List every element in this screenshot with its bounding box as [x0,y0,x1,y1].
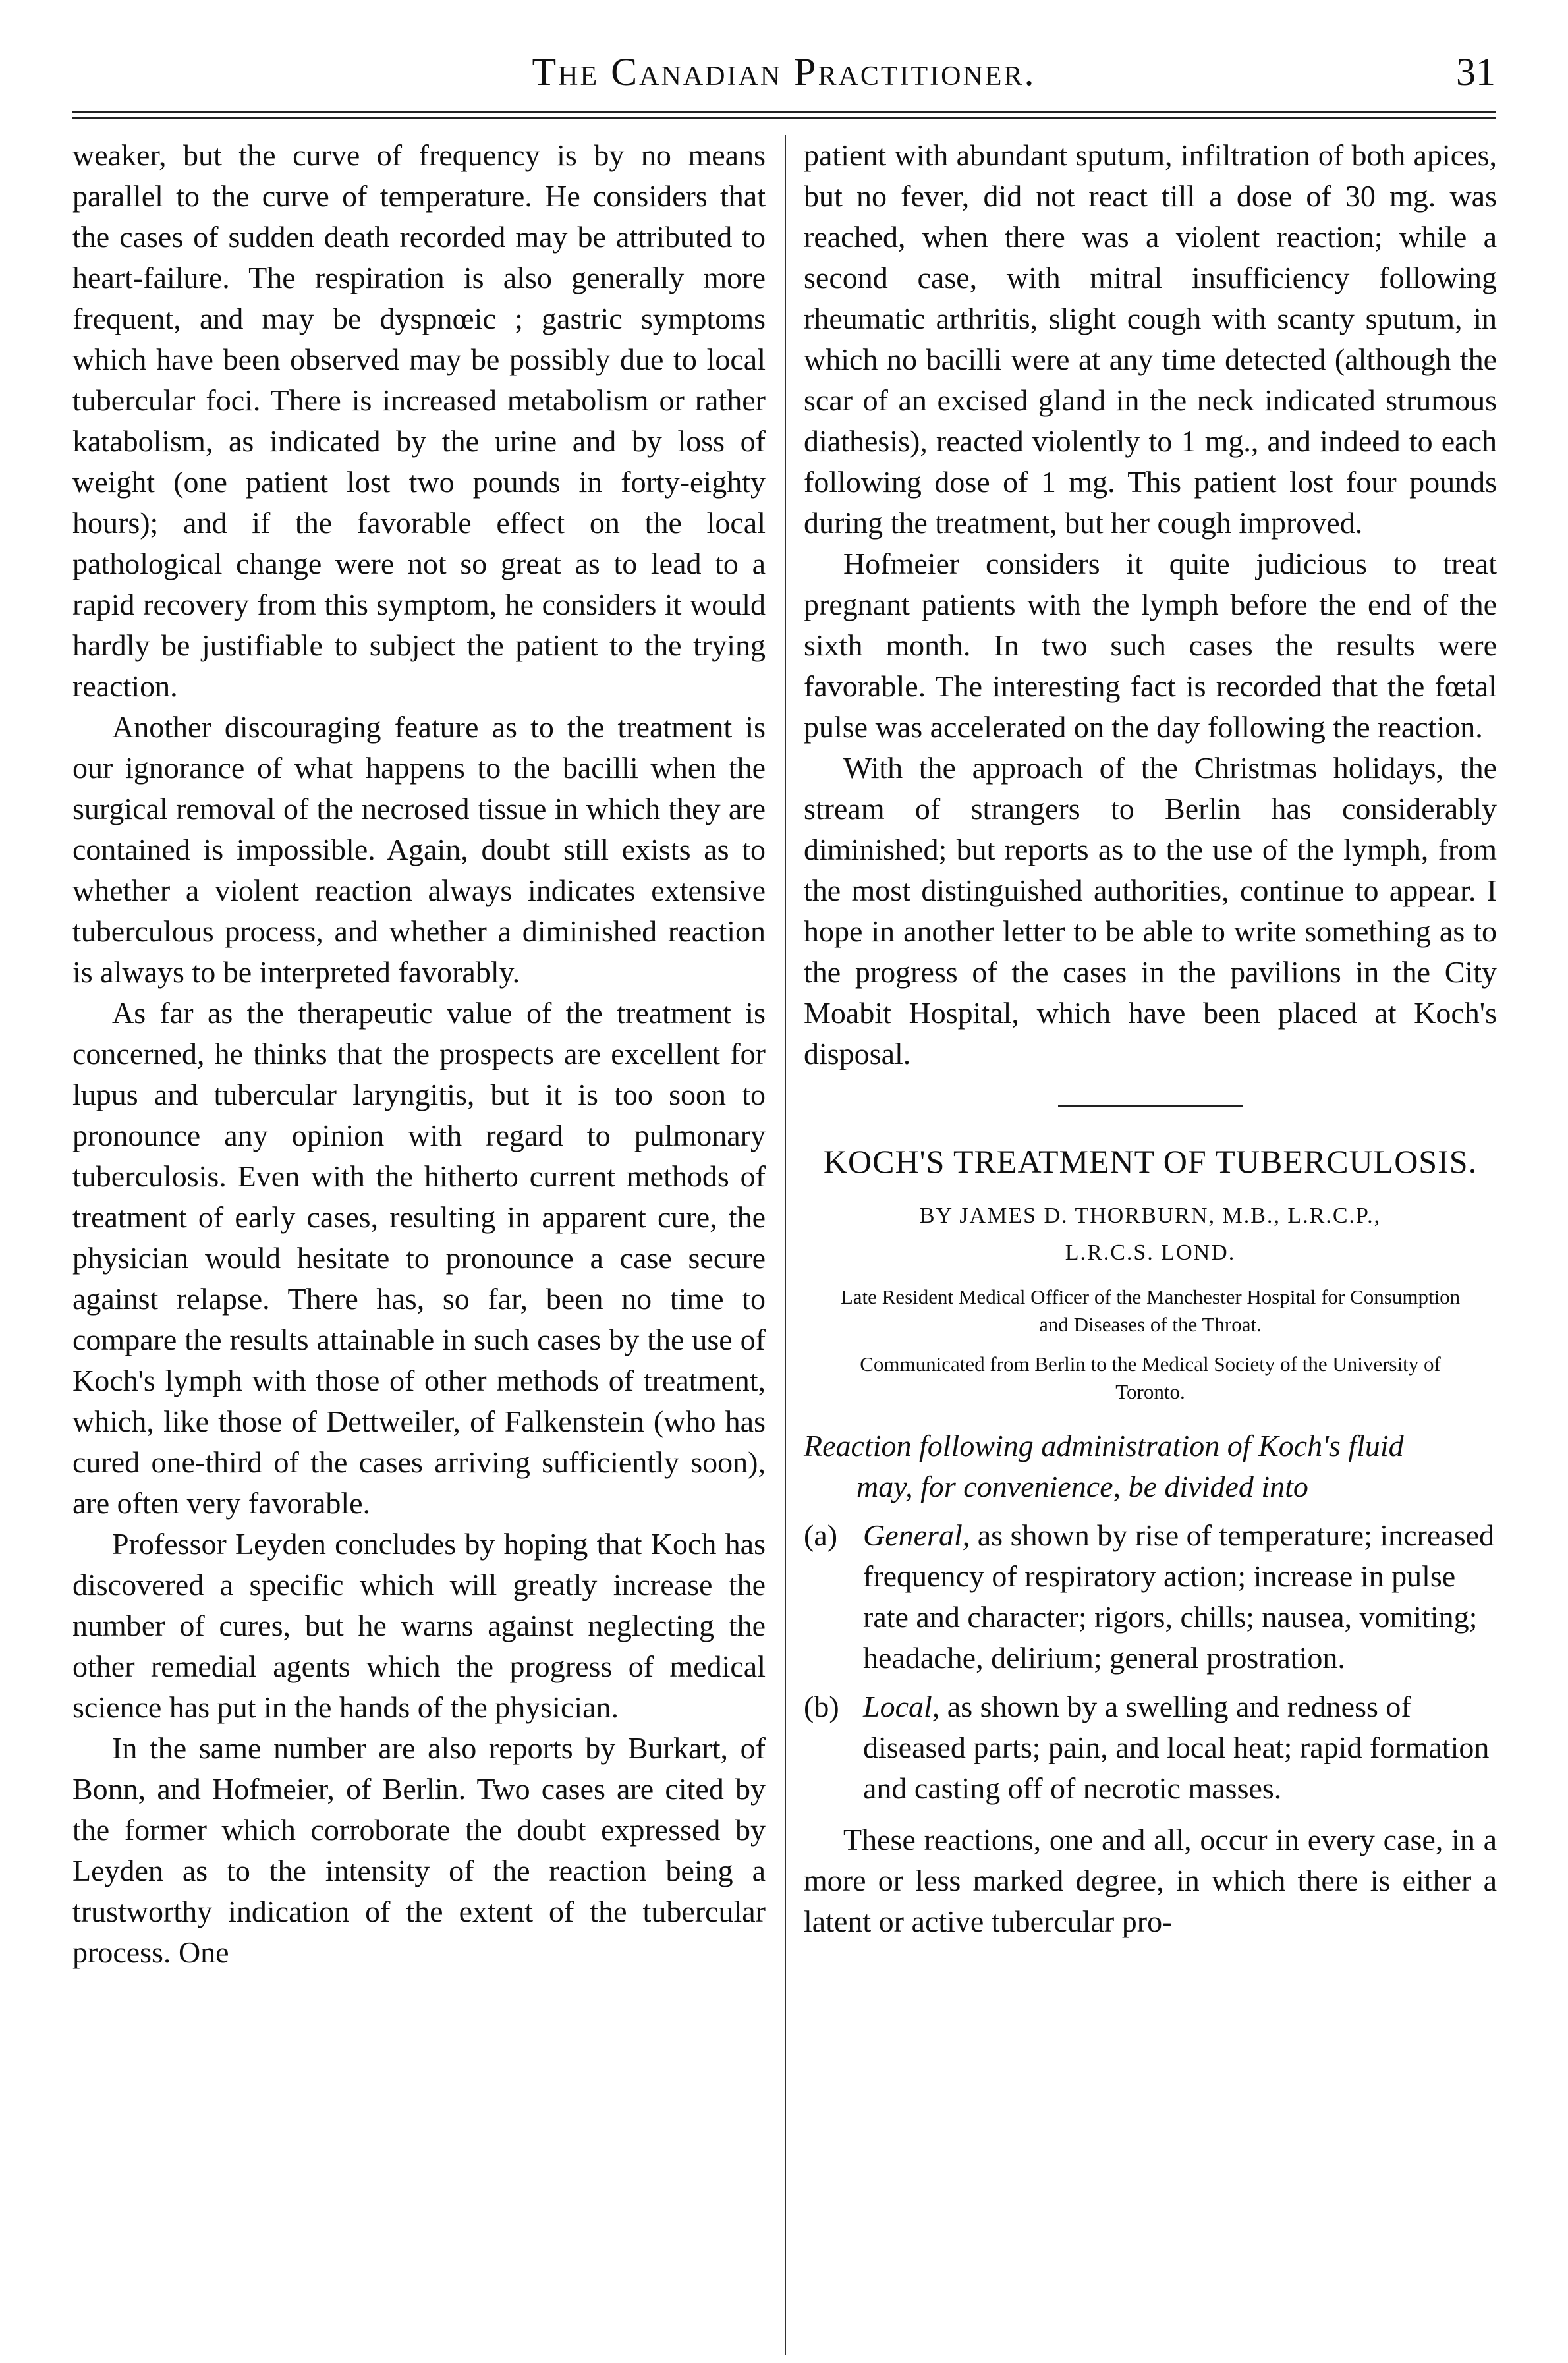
left-paragraph-3: As far as the therapeutic value of the treatment is concerned, he thinks that the prospects are excellent for lupus and tubercular laryngitis, but it is too soon to pronounce any opinion with regard to pulmonary tuberculosis. Even with the hitherto current methods of treatment of early cases, resulting in apparent cure, the physician would hesitate to pronounce a case secure against relapse. There has, so far, been no time to compare the results attainable in such cases by the use of Koch's lymph with those of other methods of treatment, which, like those of Dettweiler, of Falkenstein (who has cured one-third of the cases arriving sufficiently soon), are often very favorable. [72,996,766,1520]
list-item [804,1515,1497,1679]
column-divider [785,135,786,2355]
list-item-marker: (a) [804,1518,838,1552]
author-affiliation-note: Late Resident Medical Officer of the Manchester Hospital for Consumption and Diseases of the Throat. [840,1285,1461,1336]
article-lead-line-1: Reaction following administration of Koch's fluid [804,1429,1404,1462]
article-lead-line-2: may, for convenience, be divided into [856,1470,1308,1503]
article-title: KOCH'S TREATMENT OF TUBERCULOSIS. [823,1143,1478,1180]
right-column [804,135,1497,1942]
running-title: The Canadian Practitioner. [532,50,1036,94]
header-rule-top [72,111,1496,113]
left-paragraph-4: Professor Leyden concludes by hoping that Koch has discovered a specific which will greatly increase the number of cures, but he warns against neglecting the other remedial agents which the progress of medical science has put in the hands of the physician. [72,1527,766,1724]
list-item-body: as shown by a swelling and redness of diseased parts; pain, and local heat; rapid formation and casting off of necrotic masses. [863,1690,1490,1805]
list-item-body: as shown by rise of temperature; increased frequency of respiratory action; increase in pulse rate and character; rigors, chills; nausea, vomiting; headache, delirium; general prostration. [863,1518,1495,1675]
list-item [804,1686,1497,1809]
left-column [72,135,766,1973]
right-paragraph-2: Hofmeier considers it quite judicious to treat pregnant patients with the lymph before the end of the sixth month. In two such cases the results were favorable. The interesting fact is recorded that the fœtal pulse was accelerated on the day following the reaction. [804,547,1497,744]
left-paragraph-2: Another discouraging feature as to the treatment is our ignorance of what happens to the bacilli when the surgical removal of the necrosed tissue in which they are contained is impossible. Again, doubt still exists as to whether a violent reaction always indicates extensive tuberculous process, and whether a diminished reaction is always to be interpreted favorably. [72,710,766,989]
section-separator [1058,1105,1243,1107]
right-paragraph-3: With the approach of the Christmas holidays, the stream of strangers to Berlin has considerably diminished; but reports as to the use of the lymph, from the most distinguished authorities, continue to appear. I hope in another letter to be able to write something as to the progress of the cases in the pavilions in the City Moabit Hospital, which have been placed at Koch's disposal. [804,751,1497,1070]
left-paragraph-5: In the same number are also reports by Burkart, of Bonn, and Hofmeier, of Berlin. Two cases are cited by the former which corroborate the doubt expressed by Leyden as to the intensity of the reaction being a trustworthy indication of the extent of the tubercular process. One [72,1731,766,1969]
page-number: 31 [1456,50,1496,94]
list-item-text [863,1515,1497,1679]
header-rule-bottom [72,117,1496,119]
article-lead [804,1426,1497,1507]
byline-author: BY JAMES D. THORBURN, M.B., L.R.C.P., [919,1204,1382,1228]
list-item-term: General, [863,1518,970,1552]
byline-credentials: L.R.C.S. LOND. [1065,1240,1236,1265]
list-item-term: Local, [863,1690,940,1723]
list-item-marker: (b) [804,1690,839,1723]
right-paragraph-1: patient with abundant sputum, infiltration of both apices, but no fever, did not react till a dose of 30 mg. was reached, when there was a violent reaction; while a second case, with mitral insufficiency following rheumatic arthritis, slight cough with scanty sputum, in which no bacilli were at any time detected (although the scar of an excised gland in the neck indicated strumous diathesis), reacted violently to 1 mg., and indeed to each following dose of 1 mg. This patient lost four pounds during the treatment, but her cough improved. [804,138,1497,540]
closing-paragraph: These reactions, one and all, occur in every case, in a more or less marked degree, in which there is either a latent or active tubercular pro- [804,1823,1497,1938]
running-header [72,36,1496,109]
left-paragraph-1: weaker, but the curve of frequency is by no means parallel to the curve of temperature. He considers that the cases of sudden death recorded may be attributed to heart-failure. The respiration is also generally more frequent, and may be dyspnœic ; gastric symptoms which have been observed may be possibly due to local tubercular foci. There is increased metabolism or rather katabolism, as indicated by the urine and by loss of weight (one patient lost two pounds in forty-eighty hours); and if the favorable effect on the local pathological change were not so great as to lead to a rapid recovery from this symptom, he considers it would hardly be justifiable to subject the patient to the trying reaction. [72,138,766,703]
communication-note: Communicated from Berlin to the Medical Society of the University of Toronto. [860,1352,1441,1403]
list-item-text [863,1686,1497,1809]
